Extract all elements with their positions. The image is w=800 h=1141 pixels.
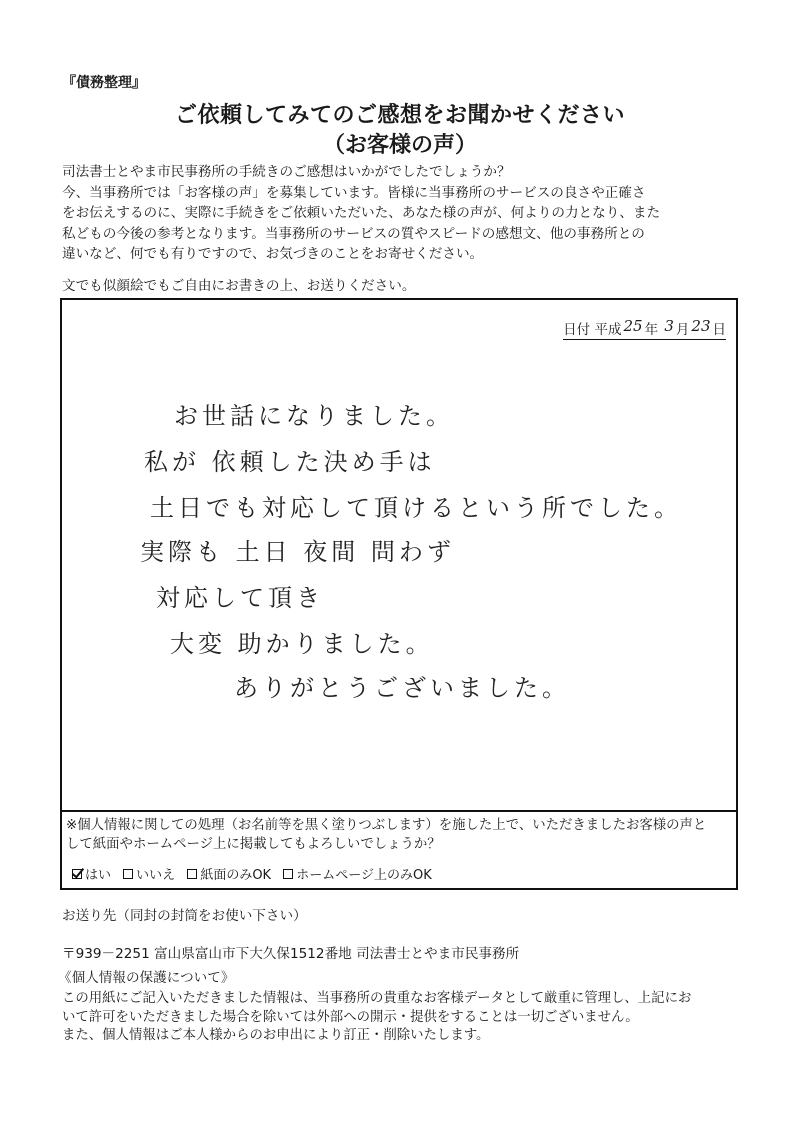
- date-month: 3: [664, 317, 674, 335]
- option-web-only[interactable]: [283, 864, 432, 883]
- send-to-label: お送り先（同封の封筒をお使い下さい）: [62, 908, 307, 924]
- date-year: 25: [623, 317, 643, 335]
- intro-text: [62, 162, 752, 265]
- consent-options: [72, 864, 440, 883]
- option-no[interactable]: [123, 864, 175, 883]
- consent-text: [66, 816, 734, 854]
- option-yes[interactable]: [72, 864, 111, 883]
- option-paper-only[interactable]: [187, 864, 271, 883]
- checkbox-icon[interactable]: [123, 869, 133, 879]
- privacy-title: 《個人情報の保護について》: [58, 970, 235, 986]
- date-day-unit: 日: [712, 322, 726, 338]
- consent-line: して紙面やホームページ上に掲載してもよろしいでしょうか？: [66, 837, 441, 852]
- consent-section: [62, 810, 736, 888]
- intro-line: 今、当事務所では「お客様の声」を募集しています。皆様に当事務所のサービスの良さや正確さ: [62, 184, 646, 201]
- intro-line: をお伝えするのに、実際に手続きをご依頼いただいた、あなた様の声が、何よりの力となり、また: [62, 205, 661, 221]
- comment-box: [60, 298, 738, 890]
- checkbox-checked-icon[interactable]: [72, 869, 82, 879]
- date-month-unit: 月: [675, 322, 690, 338]
- checkbox-icon[interactable]: [187, 869, 197, 879]
- handwritten-line: 大変 助かりました。: [170, 630, 434, 658]
- handwritten-line: お世話になりました。: [174, 402, 454, 430]
- handwritten-line: 対応して頂き: [156, 584, 324, 612]
- intro-line: 私どもの今後の参考となります。当事務所のサービスの質やスピードの感想文、他の事務所との: [62, 225, 645, 242]
- handwritten-line: 私が 依頼した決め手は: [144, 448, 436, 476]
- consent-line: ※個人情報に関しての処理（お名前等を黒く塗りつぶします）を施した上で、いただきましたお客様の声と: [66, 818, 707, 833]
- office-address: 〒939－2251 富山県富山市下大久保1512番地 司法書士とやま市民事務所: [62, 946, 520, 962]
- checkbox-icon[interactable]: [283, 869, 293, 879]
- freeform-note: 文でも似顔絵でもご自由にお書きの上、お送りください。: [62, 278, 416, 294]
- date-year-unit: 年: [644, 322, 659, 338]
- option-label: ホームページ上のみOK: [296, 868, 432, 883]
- date-field: [563, 318, 726, 340]
- option-label: いいえ: [136, 868, 176, 883]
- handwritten-line: ありがとうございました。: [234, 674, 570, 702]
- privacy-text: [62, 990, 752, 1046]
- category-tag: 『債務整理』: [62, 75, 146, 91]
- handwritten-line: 実際も 土日 夜間 問わず: [140, 538, 455, 566]
- date-day: 23: [691, 317, 711, 335]
- privacy-line: いて許可をいただきました場合を除いては外部への開示・提供をすることは一切ございません。: [62, 1009, 639, 1025]
- intro-line: 違いなど、何でも有りですので、お気づきのことをお寄せください。: [62, 246, 484, 262]
- date-prefix: 日付 平成: [563, 322, 622, 338]
- page-subtitle: （お客様の声）: [322, 133, 477, 158]
- option-label: 紙面のみOK: [200, 868, 272, 883]
- privacy-line: また、個人情報はご本人様からのお申出により訂正・削除いたします。: [62, 1028, 490, 1043]
- page-title: ご依頼してみてのご感想をお聞かせください: [174, 103, 625, 128]
- intro-line: 司法書士とやま市民事務所の手続きのご感想はいかがでしたでしょうか？: [62, 164, 511, 180]
- handwritten-line: 土日でも対応して頂けるという所でした。: [150, 494, 682, 522]
- privacy-line: この用紙にご記入いただきました情報は、当事務所の貴重なお客様データとして厳重に管理し、上記にお: [62, 991, 692, 1006]
- option-label: はい: [85, 868, 112, 883]
